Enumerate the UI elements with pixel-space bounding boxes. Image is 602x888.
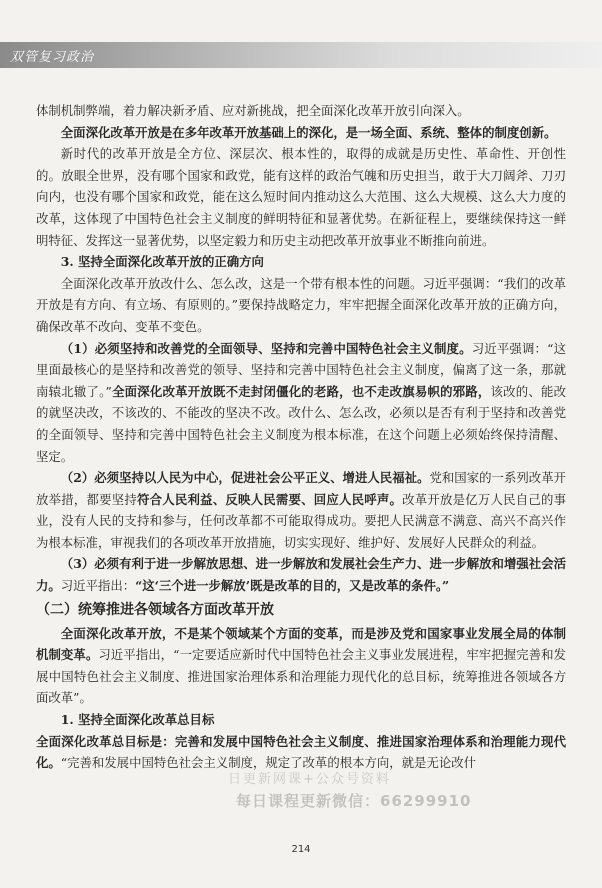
subheading-3: 3. 坚持全面深化改革开放的正确方向 <box>60 254 264 270</box>
header-title: 双管复习政治 <box>10 50 95 65</box>
page-number: 214 <box>291 844 311 855</box>
subheading-1: 1. 坚持全面深化改革总目标 <box>60 712 215 728</box>
paragraph-3: 新时代的改革开放是全方位、深层次、根本性的，取得的成就是历史性、革命性、开创性的。放眼全世界，没有哪个国家和政党，能有这样的政治气魄和历史担当，敢于大刀阔斧、刀刃向内，也没有哪个国家和政党，能在这么短时间内推动这么大范围、这么大规模、这么大力度的改革，这体现了中国特色社会主义制度的鲜明特征和显著优势。在新征程上，要继续保持这一鲜明特征、发挥这一显著优势，以坚定毅力和历史主动把改革开放事业不断推向前进。 <box>36 146 566 248</box>
paragraph-4: 全面深化改革开放改什么、怎么改，这是一个带有根本性的问题。习近平强调：“我们的改革开放是有方向、有立场、有原则的。”要保持战略定力，牢牢把握全面深化改革开放的正确方向，确保改革不改向、变革不变色。 <box>36 275 566 334</box>
paragraph-9: 全面深化改革总目标是：完善和发展中国特色社会主义制度、推进国家治理体系和治理能力现代化。“完善和发展中国特色社会主义制度，规定了改革的根本方向，就是无论改什 <box>36 733 566 771</box>
page-content <box>36 100 566 774</box>
paragraph-1: 体制机制弊端，着力解决新矛盾、应对新挑战，把全面深化改革开放引向深入。 <box>36 103 470 118</box>
paragraph-7: （3）必须有利于进一步解放思想、进一步解放和发展社会生产力、进一步解放和增强社会活力。习近平指出：“这‘三个进一步解放’既是改革的目的，又是改革的条件。” <box>36 556 566 594</box>
watermark-line-2: 每日课程更新微信：66299910 <box>236 792 472 810</box>
paragraph-8: 全面深化改革开放，不是某个领域某个方面的变革，而是涉及党和国家事业发展全局的体制机制变革。习近平指出，“一定要适应新时代中国特色社会主义事业发展进程，牢牢把握完善和发展中国特色社会主义制度、推进国家治理体系和治理能力现代化的总目标，统筹推进各领域各方面改革”。 <box>36 625 566 706</box>
paragraph-6: （2）必须坚持以人民为中心，促进社会公平正义、增进人民福祉。党和国家的一系列改革开放举措，都要坚持符合人民利益、反映人民需要、回应人民呼声。改革开放是亿万人民自己的事业，没有人民的支持和参与，任何改革都不可能取得成功。要把人民满意不满意、高兴不高兴作为根本标准，审视我们的各项改革开放措施，切实实现好、维护好、发展好人民群众的利益。 <box>36 470 567 550</box>
section-heading-2: （二）统筹推进各领域各方面改革开放 <box>36 601 274 618</box>
paragraph-5: （1）必须坚持和改善党的全面领导、坚持和完善中国特色社会主义制度。习近平强调：“这里面最核心的是坚持和改善党的领导、坚持和完善中国特色社会主义制度，偏离了这一条，那就南辕北辙了。”全面深化改革开放既不走封闭僵化的老路，也不走改旗易帜的邪路，该改的、能改的就坚决改，不该改的、不能改的坚决不改。改什么、怎么改，必须以是否有利于坚持和改善党的全面领导、坚持和完善中国特色社会主义制度为根本标准，在这个问题上必须始终保持清醒、坚定。 <box>36 340 567 464</box>
paragraph-2: 全面深化改革开放是在多年改革开放基础上的深化，是一场全面、系统、整体的制度创新。 <box>60 124 557 140</box>
watermark-line-1: 日更新网课+公众号资料 <box>228 772 391 787</box>
